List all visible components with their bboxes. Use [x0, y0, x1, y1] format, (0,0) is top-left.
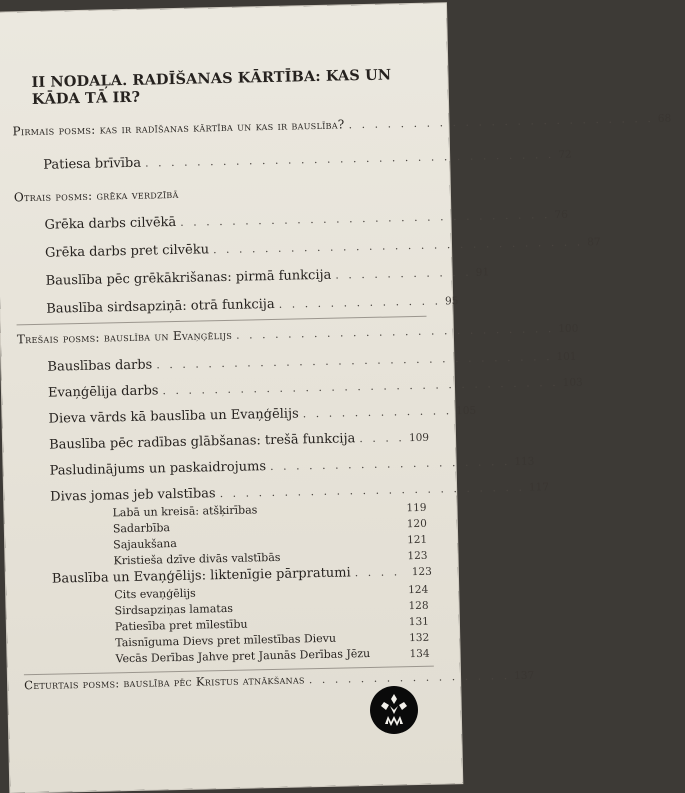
divider	[17, 316, 427, 326]
leader-dots: . . . . . . . . . . . . . . . . . . . . . . . . .	[235, 322, 555, 342]
toc-page-number: 121	[407, 533, 428, 547]
toc-subitem-title: Sirdsapziņas lamatas	[114, 601, 234, 618]
toc-item	[44, 235, 601, 261]
leader-dots: . . . . . . . . . . . . . . . . . . . . . . . . . . . . .	[180, 208, 551, 229]
toc-page-number: 132	[409, 631, 430, 645]
toc-item-title: Bauslība un Evaņģēlijs: liktenīgie pārpratumi	[51, 565, 351, 587]
toc-item-title: Bauslība sirdsapziņā: otrā funkcija	[46, 296, 275, 317]
toc-page-number: 119	[406, 501, 427, 515]
toc-section-2	[14, 182, 434, 205]
toc-subitem-title: Patiesība pret mīlestību	[114, 617, 248, 634]
toc-page-number: 123	[411, 565, 432, 579]
leader-dots: . . . . . . . . . . . . . . . .	[308, 669, 511, 687]
toc-page-number: 103	[562, 376, 583, 389]
toc-subitem-title: Kristieša dzīve divās valstībās	[113, 550, 281, 568]
toc-subitem-title: Sadarbība	[112, 521, 171, 536]
toc-page-number: 137	[514, 669, 535, 682]
toc-page-number: 113	[514, 455, 535, 468]
book-page	[0, 3, 672, 792]
toc-item-title: Divas jomas jeb valstības	[50, 486, 216, 505]
leader-dots: . . . . . . . . . . . . . . . . . . . . . . . . . . . . . . .	[162, 375, 559, 398]
toc-item	[49, 430, 429, 453]
toc-item-title: Grēka darbs pret cilvēku	[44, 242, 210, 261]
toc-page-number: 131	[408, 615, 430, 629]
toc-subitem-title: Cits evaņģēlijs	[114, 586, 196, 602]
publisher-logo-icon	[370, 686, 418, 734]
toc-page-number: 117	[528, 481, 550, 494]
toc-item-title: Patiesa brīvība	[43, 155, 142, 173]
toc-page-number: 91	[475, 266, 490, 279]
toc-page-number: 87	[587, 236, 601, 249]
toc-page-number: 124	[408, 583, 429, 597]
toc-item-title: Bauslības darbs	[47, 357, 153, 375]
toc-page-number: 134	[409, 647, 430, 661]
toc-page-number: 72	[558, 148, 572, 161]
toc-item	[46, 294, 459, 317]
leader-dots: . . . . . . . . . . .	[335, 265, 472, 282]
toc-page-number: 128	[408, 599, 429, 613]
toc-item-title: Evaņģēlija darbs	[47, 383, 159, 401]
toc-section-3	[16, 322, 579, 347]
leader-dots: . . . . . . . . . . . . . . . . . . . . . . . . . . . . .	[212, 235, 584, 257]
toc-item-title: Grēka darbs cilvēkā	[44, 214, 177, 233]
toc-page-number: 105	[455, 404, 477, 418]
toc-item-title: Dieva vārds kā bauslība un Evaņģēlijs	[48, 406, 299, 427]
toc-section-title: Ceturtais posms: bauslība pēc Kristus atnākšanas	[23, 672, 305, 693]
toc-subitem-title: Vecās Derības Jahve pret Jaunās Derības Jēzu	[115, 646, 371, 666]
leader-dots: . . . . . . . . . . . . .	[278, 294, 442, 311]
toc-item	[47, 350, 577, 375]
toc-item-title: Bauslība pēc radības glābšanas: trešā funkcija	[48, 431, 356, 453]
toc-page-number: 95	[444, 295, 459, 308]
toc-item	[48, 404, 477, 427]
toc-section-1	[12, 111, 672, 139]
toc-page-number: 76	[554, 208, 568, 222]
toc-page-number: 100	[558, 322, 579, 335]
toc-item	[49, 455, 535, 479]
toc-subitem-title: Labā un kreisā: atšķirības	[112, 503, 258, 520]
chapter-title: II NODAĻA. RADĪŠANAS KĀRTĪBA: KAS UN KĀDA TĀ IR?	[31, 66, 392, 108]
toc-section-title: Otrais posms: grēka verdzībā	[13, 186, 179, 205]
toc-section-title: Trešais posms: bauslība un Evaņģēlijs	[16, 327, 233, 347]
leader-dots: . . . . . . . . . . . .	[302, 404, 453, 421]
toc-item-title: Bauslība pēc grēkākrišanas: pirmā funkcija	[45, 267, 332, 289]
toc-item	[45, 265, 490, 289]
toc-page-number: 109	[408, 431, 430, 445]
toc-item	[47, 375, 583, 401]
toc-subitem-title: Sajaukšana	[113, 537, 178, 552]
leader-dots: . . . . . . . . . . . . . . . . . . . . . . . . . . . . . . .	[156, 350, 553, 372]
toc-subitem	[115, 645, 443, 665]
leader-dots: . . . .	[359, 431, 405, 446]
leader-dots: . . . . . . . . . . . . . . . . . . . . . . . .	[219, 480, 526, 501]
leader-dots: . . . .	[354, 565, 401, 580]
toc-page-number: 101	[556, 350, 577, 364]
toc-item	[44, 208, 568, 233]
toc-section-title: Pirmais posms: kas ir radīšanas kārtība un kas ir bauslība?	[12, 117, 345, 139]
toc-subitem-title: Taisnīguma Dievs pret mīlestības Dievu	[115, 631, 337, 650]
toc-page-number: 68	[657, 112, 672, 125]
toc-page-number: 120	[406, 517, 427, 531]
leader-dots: . . . . . . . . . . . . . . . . . . . . . . . .	[348, 111, 654, 132]
toc-item-title: Pasludinājums un paskaidrojums	[49, 459, 267, 479]
leader-dots: . . . . . . . . . . . . . . . . . . . . . . . . . . . . . . . .	[144, 148, 555, 170]
toc-page-number: 123	[407, 549, 428, 563]
toc-item	[43, 148, 572, 173]
leader-dots: . . . . . . . . . . . . . . . . . . .	[269, 455, 511, 474]
